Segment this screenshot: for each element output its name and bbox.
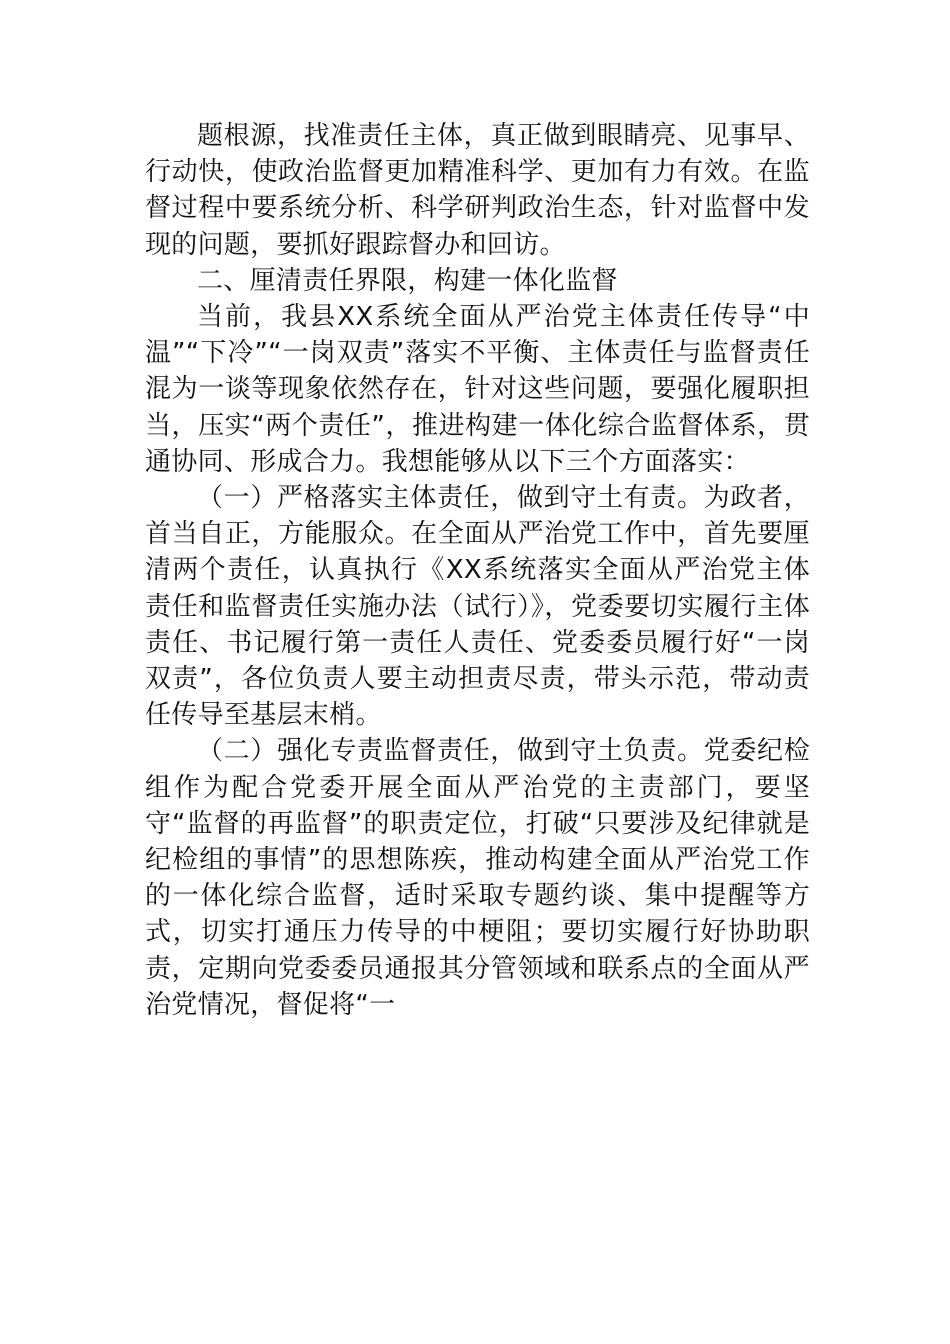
paragraph-continuation: 题根源，找准责任主体，真正做到眼睛亮、见事早、行动快，使政治监督更加精准科学、更加有力有效。在监督过程中要系统分析、科学研判政治生态，针对监督中发现的问题，要抓好跟踪督办和回访。 xyxy=(145,121,810,260)
section-heading: 二、厘清责任界限，构建一体化监督 xyxy=(197,265,618,296)
paragraph-supervision-responsibility: （二）强化专责监督责任，做到守土负责。党委纪检组作为配合党委开展全面从严治党的主责部门，要坚守“监督的再监督”的职责定位，打破“只要涉及纪律就是纪检组的事情”的思想陈疾，推动构建全面从严治党工作的一体化综合监督，适时采取专题约谈、集中提醒等方式，切实打通压力传导的中梗阻；要切实履行好协助职责，定期向党委委员通报其分管领域和联系点的全面从严治党情况，督促将“一 xyxy=(145,736,810,1020)
paragraph-subject-responsibility: （一）严格落实主体责任，做到守土有责。为政者，首当自正，方能服众。在全面从严治党工作中，首先要厘清两个责任，认真执行《XX系统落实全面从严治党主体责任和监督责任实施办法（试行）》，党委要切实履行主体责任、书记履行第一责任人责任、党委委员履行好“一岗双责”，各位负责人要主动担责尽责，带头示范，带动责任传导至基层末梢。 xyxy=(145,483,810,731)
document-body xyxy=(145,118,810,1023)
paragraph-current-situation: 当前，我县XX系统全面从严治党主体责任传导“中温”“下冷”“一岗双责”落实不平衡、主体责任与监督责任混为一谈等现象依然存在，针对这些问题，要强化履职担当，压实“两个责任”，推进构建一体化综合监督体系，贯通协同、形成合力。我想能够从以下三个方面落实： xyxy=(145,302,810,477)
